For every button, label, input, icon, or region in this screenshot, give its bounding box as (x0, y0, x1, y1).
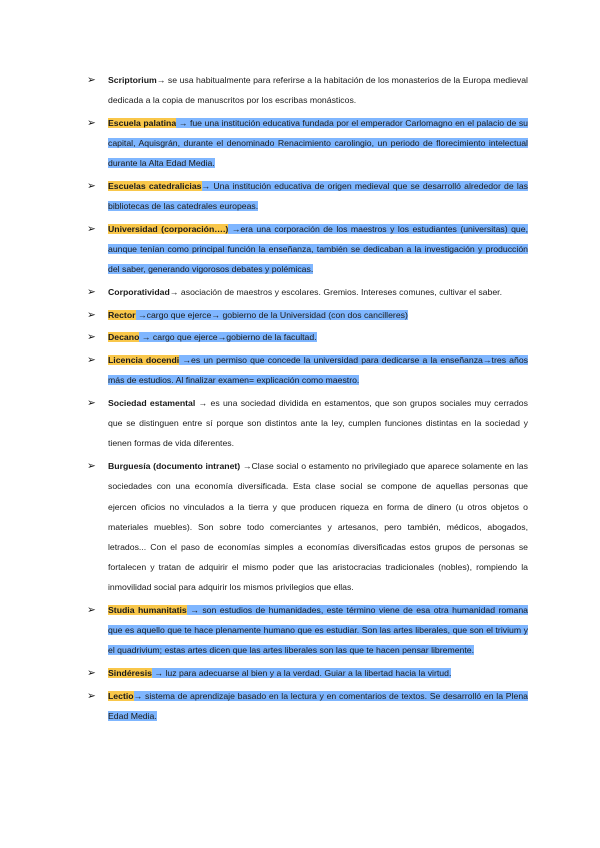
definition: → sistema de aprendizaje basado en la lectura y en comentarios de textos. Se desarrolló en la Plena Edad Media. (108, 690, 528, 722)
term: Rector (108, 309, 136, 320)
list-item (88, 456, 528, 597)
arrowhead-bullet-icon: ➢ (87, 74, 96, 86)
term: Universidad (corporación….) (108, 223, 229, 234)
definition: → se usa habitualmente para referirse a la habitación de los monasterios de la Europa medieval dedicada a la copia de manuscritos por los escribas monásticos. (108, 75, 528, 106)
arrowhead-bullet-icon: ➢ (87, 667, 96, 680)
definition: → es una sociedad dividida en estamentos, que son grupos sociales muy cerrados que se distinguen entre sí porque son distintos ante la ley, cumplen funciones distintas en la sociedad y tienen formas de vida diferentes. (108, 398, 528, 449)
term: Sociedad estamental (108, 398, 196, 409)
definition: →Clase social o estamento no privilegiado que aparece solamente en las sociedades con una economía diversificada. Esta clase social se compone de aquellas personas que ejercen oficios no vinculados a la tierra y que producen riqueza en forma de dinero (u otros objetos o materiales muebles). Son sobre todo comerciantes y artesanos, pero también, médicos, abogados, letrados... Con el paso de economías simples a economías diversificadas estos grupos de personas se fortalecen y tratan de adquirir el mismo poder que las aristocracias tradicionales (nobles), rompiendo la inmovilidad social para adquirir los mismos privilegios que ellas. (108, 461, 528, 593)
list-item (88, 327, 528, 347)
list-item (88, 393, 528, 454)
definition: →cargo que ejerce→ gobierno de la Universidad (con dos cancilleres) (135, 309, 408, 320)
definition: → asociación de maestros y escolares. Gremios. Intereses comunes, cultivar el saber. (169, 287, 502, 298)
definition: →es un permiso que concede la universidad para dedicarse a la enseñanza→tres años más de estudios. Al finalizar examen= explicación como maestro. (108, 355, 529, 386)
arrowhead-bullet-icon: ➢ (87, 331, 96, 344)
list-item (88, 686, 528, 726)
arrowhead-bullet-icon: ➢ (87, 180, 96, 193)
arrowhead-bullet-icon: ➢ (87, 116, 96, 129)
arrowhead-bullet-icon: ➢ (87, 689, 96, 702)
definition: → luz para adecuarse al bien y a la verdad. Guiar a la libertad hacia la virtud. (151, 668, 452, 679)
term: Studia humanitatis (108, 605, 187, 616)
definition: → cargo que ejerce→gobierno de la facultad. (139, 332, 317, 343)
list-item (88, 663, 528, 683)
arrowhead-bullet-icon: ➢ (87, 308, 96, 321)
arrowhead-bullet-icon: ➢ (87, 222, 96, 235)
term: Corporatividad (108, 287, 170, 298)
glossary-list (88, 70, 528, 729)
arrowhead-bullet-icon: ➢ (87, 286, 96, 299)
list-item (88, 350, 528, 390)
term: Lectio (108, 690, 134, 701)
definition: →era una corporación de los maestros y los estudiantes (universitas) que, aunque tenían como principal función la enseñanza, también se dedicaban a la investigación y producción del saber, generando vigorosos debates y polémicas. (108, 223, 529, 275)
list-item (88, 113, 528, 174)
list-item (88, 305, 528, 325)
list-item (88, 282, 528, 302)
arrowhead-bullet-icon: ➢ (87, 397, 96, 410)
term: Burguesía (documento intranet) (108, 461, 241, 472)
term: Scriptorium (108, 75, 157, 85)
term: Licencia docendi (108, 355, 180, 366)
list-item (88, 176, 528, 216)
list-item (88, 600, 528, 661)
arrowhead-bullet-icon: ➢ (87, 604, 96, 617)
term: Escuelas catedralicias (108, 181, 202, 192)
arrowhead-bullet-icon: ➢ (87, 460, 96, 473)
term: Escuela palatina (108, 117, 177, 128)
arrowhead-bullet-icon: ➢ (87, 354, 96, 367)
definition: → Una institución educativa de origen medieval que se desarrolló alrededor de las bibliotecas de las catedrales europeas. (108, 181, 528, 212)
definition: → son estudios de humanidades, este término viene de esa otra humanidad romana que es aquello que te hace plenamente humano que es estudiar. Son las artes liberales, que son el trivium y el quadrivium; estas artes dicen que las artes liberales son las que te hacen pensar libremente. (108, 605, 528, 656)
list-item (88, 70, 528, 110)
definition: → fue una institución educativa fundada por el emperador Carlomagno en el palacio de su capital, Aquisgrán, durante el denominado Renacimiento carolingio, un periodo de florecimiento intelectual durante la Alta Edad Media. (108, 117, 528, 169)
term: Decano (108, 332, 140, 343)
list-item (88, 219, 528, 280)
term: Sindéresis (108, 668, 152, 679)
